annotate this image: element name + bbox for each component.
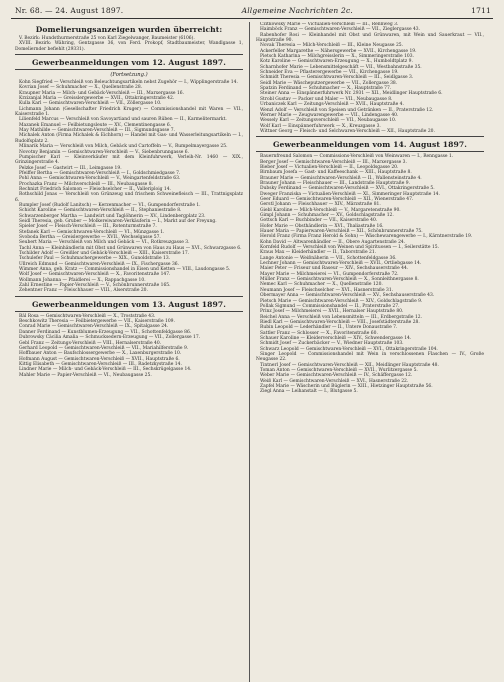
- list-entry: XVIII. Bezirk: Währing, Gentzgasse 36, von Ferd. Prokopf, Stadtbaumeister, Wandlgasse 1, Domeliernder befiehlt (29331).: [15, 41, 243, 52]
- aug13-list: [15, 314, 243, 378]
- list-entry: Seidl Theresia, geb. Gruber — Molkereiwaren-Verkäuferin — I., Markt auf der Freyung.: [19, 218, 217, 224]
- demolition-list: [15, 36, 243, 52]
- list-entry: Brauner Johann — Fleischhauer — III., Landstraße Hauptstraße 9.: [260, 180, 411, 186]
- list-entry: Schneider Eva — Pflasterergewerbe — VII., Kirchengasse 19.: [260, 70, 399, 76]
- list-entry: Kraupner Maria — Milch- und Gebäck-Verschleiß — III., Marxergasse 16.: [19, 90, 184, 96]
- list-entry: Schicht Karoline — Gemischtwaren-Verschleiß — II., Stephaniestraße 8.: [19, 208, 182, 214]
- list-entry: Gerstl Johann — Fleischhauer — XIV., Märzstraße 81.: [260, 202, 381, 208]
- list-entry: Schmidt Josef — Zuckerbäcker — V., Wiedner Hauptstraße 103.: [260, 341, 404, 347]
- list-entry: Gimpl Johann — Schuhmacher — XV., Goldschlagstraße 12.: [260, 213, 394, 218]
- header-title: Allgemeine Nachrichten 2c.: [241, 6, 353, 15]
- list-entry: Ackerfeller Margarethe — Nähersgewerbe — XVII., Kirchengasse 19.: [260, 48, 417, 54]
- list-entry: Zahl Ernestine — Papier-Verschleiß — V., Schönbrunnerstraße 165.: [19, 283, 171, 289]
- list-entry: Conrad Marie — Gemischtwaren-Verschleiß — IX., Spitalgasse 24.: [19, 324, 169, 330]
- list-entry: Tschilder Adolf — Greißler und Gebäck-Verschleiß — XIII., Kaiserstraße 17.: [19, 251, 190, 257]
- list-entry: Hofmann August — Gemischtwaren-Verschleiß — XVII., Hauptstraße 6.: [19, 356, 180, 362]
- list-entry: Neumann Josef — Fleischselcher — XVI., Hasnerstraße 31.: [260, 287, 394, 293]
- page-header: [11, 6, 493, 19]
- list-entry: Tachl Anna — Kleinhändlerin mit Obst und Grünwaren von Haus zu Haus — XVI., Schwarzgasse 6.: [19, 245, 242, 251]
- list-entry: Mahler Marie — Papier-Verschleiß — VI., Neubaugasse 25.: [19, 372, 152, 378]
- list-entry: Pelzke Josef — Gastwirt — III., Leimgasse 19.: [19, 165, 122, 171]
- list-entry: May Mathilde — Gemischtwaren-Verschleiß — III., Sigmundsgasse 7.: [19, 128, 175, 134]
- list-entry: Dweger Franziska — Victualien-Verschleiß — XI., Simmeringer Hauptstraße 14.: [260, 191, 440, 197]
- list-entry: Rubin Leopold — Lederhändler — II., Untere Donaustraße 7.: [260, 325, 398, 331]
- list-entry: Kulla Karl — Gemischtwaren-Verschleiß — VII., Zöllergasse 10.: [19, 101, 162, 107]
- list-entry: Gebl Franz — Zeitungs-Verschleiß — VIII., Hernalserstraße 40.: [19, 340, 162, 346]
- list-entry: Spatzin Ferdinand — Schuhmacher — X., Hauptstraße 77.: [260, 86, 392, 92]
- list-entry: Pietsch Marie — Gemischtwaren-Verschleiß — XIV., Goldschlagstraße 9.: [260, 298, 423, 304]
- list-entry: Rumpler Josef (Rudolf Lanitsch) — Kerzenmacher — VI., Gumpendorferstraße 1.: [19, 202, 201, 208]
- list-entry: Kovrian Josef — Schuhmacher — X., Quellenstraße 28.: [19, 85, 143, 91]
- list-entry: Danner Ferdinand — Kunstblumen-Erzeugung — VII., Schottenfeldgasse 86.: [19, 329, 192, 335]
- list-entry: Prinz Josef — Milchmeierei — XVII., Hernalser Hauptstraße 80.: [260, 309, 404, 315]
- list-entry: Mlinarik Maria — Verschleiß von Milch, Gebäck und Cartoffeln — V., Rumpelmayergasse 25.: [19, 144, 228, 150]
- section-divider: [15, 311, 243, 312]
- list-entry: Haimböck Franz — Gemischtwaren-Verschleiß — VII., Zieglergasse 43.: [260, 27, 421, 33]
- left-column: [11, 22, 247, 682]
- list-entry: Pollak Sigmund — Commissionshandel — II., Praterstraße 27.: [260, 303, 400, 309]
- list-entry: Zehentner Franz — Fleischhauer — VIII., Alserstraße 20.: [19, 288, 148, 294]
- list-entry: Pietsch Katharina — Milchgreisslerin — X., Simmeringerstraße 103.: [260, 54, 414, 60]
- list-entry: Brauner Marie — Gemischtwaren-Verschleiß — II., Wallensteinstraße 4.: [260, 175, 422, 181]
- list-entry: Toman Anton — Gemischtwaren-Verschleiß — XVII., Wurlitzergasse 5.: [260, 367, 418, 373]
- section-title-aug12: Gewerbeanmeldungen vom 12. August 1897.: [31, 58, 227, 68]
- list-entry: Maier Peter — Friseur und Raseur — XIV., Sechshauserstraße 44.: [260, 266, 409, 272]
- list-entry: Novotny Benjamin — Gemischtwaren-Verschleiß — V., Siebenbrunngasse 6.: [19, 149, 189, 155]
- section-divider: [15, 54, 243, 55]
- list-entry: Herold Franz (Firma Franz Herold & Sohn) — Wäschewarengewerbe — I., Kärntnerstraße 19.: [260, 234, 473, 240]
- column-divider: [249, 22, 250, 682]
- list-entry: Steiner Anna — Einspännerfuhrwerk Nr. 2931 — XII., Meidlinger Hauptstraße 6.: [260, 91, 443, 97]
- list-entry: Wolf Josef — Gemischtwaren-Verschleiß — X., Favoritenstraße 147.: [19, 272, 171, 278]
- list-entry: Kotz Karoline — Gemischtwaren-Erzeugung — X., Humboldtplatz 9.: [260, 59, 413, 65]
- section-divider: [256, 136, 484, 137]
- list-entry: Novak Theresia — Milch-Verschleiß — III., Kleine Neugasse 25.: [260, 43, 404, 49]
- section-title-aug13: Gewerbeanmeldungen vom 13. August 1897.: [31, 299, 227, 309]
- list-entry: Wittner Georg — Fleisch- und Selchwaren-Verschleiß — XII., Hauptstraße 20.: [260, 128, 435, 134]
- list-entry: Ziegl Anna — Leihanstalt — I., Blutgasse 5.: [260, 389, 358, 395]
- list-entry: Zapfel Marie — Wäscherin und Büglerin — XIII., Hietzinger Hauptstraße 56.: [260, 384, 433, 389]
- list-entry: Rabenhofer Rosi — Kleinhandel mit Obst und Grünwaren, mit Wein und Sauerkraut — VII., Hauptstraße 90.: [256, 32, 484, 44]
- section-divider: [15, 69, 243, 70]
- list-entry: Michalek Anton (Firma Michalek & Eichhorn) — Handel mit Gas- und Wasserleitungsartikeln — I., Rudolfsplatz 2.: [15, 133, 243, 144]
- list-entry: Scharnhofer Marie — Lebensmittelgeschäft — VII., Westbahnstraße 35.: [260, 64, 422, 70]
- list-entry: Lichmann Johann (Gesellschafter Friedrich Kruger) — Commissionshandel mit Waren — VII., Kaiserstraße 1.: [15, 106, 243, 118]
- list-entry: Obermayer Anna — Gemischtwaren-Verschleiß — XV., Sechshauserstraße 43.: [260, 293, 435, 299]
- list-entry: Müller Franz — Gemischtwaren-Verschleiß — X., Sonnleithnergasse 8.: [260, 277, 419, 283]
- list-entry: Strobl Gustav — Packer und Maler — VII., Neubaugasse 8.: [260, 96, 393, 102]
- list-entry: Prochazka Franz — Milchverschleiß — III., Neubaugasse 8.: [19, 181, 153, 187]
- right-column: [252, 22, 488, 682]
- list-entry: V. Bezirk: Hundsthurmerstraße 25 von Karl Ziegelwanger, Baumeister (6106).: [19, 36, 195, 41]
- aug13-continued-list: [256, 22, 484, 134]
- list-entry: Geer Eduard — Gemischtwaren-Verschleiß — XII., Wienerstraße 47.: [260, 196, 414, 202]
- list-entry: Bieber Josef — Victualien-Verschleiß — II., Leopoldsgasse 20.: [260, 164, 399, 170]
- aug12-list: [15, 80, 243, 294]
- list-entry: Wollmann Johanna — Pfaidlerei — X., Rappachgasse 10.: [19, 277, 146, 283]
- list-entry: Gerhard Leopold — Gemischtwaren-Verschleiß — VII., Mariahilferstraße 9.: [19, 345, 189, 351]
- list-entry: Birnbaum Josefa — Gast- und Kaffeeschank — XIII., Hauptstraße 8.: [260, 170, 412, 176]
- page-number: 1711: [471, 6, 491, 15]
- list-entry: Lilienfeld Marcus — Verschleiß von Savoyartiand und sauren Rüben — II., Karmelitermarkt.: [19, 117, 227, 123]
- issue-number: Nr. 68. — 24. August 1897.: [15, 6, 124, 15]
- list-entry: Berger Josef — Gemischtwaren-Verschleiß — III., Marxergasse 3.: [260, 159, 407, 165]
- list-entry: Singer Leopold — Commissionshandel mit Wein in verschlossenen Flaschen — IV., Große Neugasse 22.: [256, 351, 484, 363]
- list-entry: Schwarzenberger Martha — Landwirt und Taglöhnerin — XV., Lindenbergplatz 23.: [19, 213, 206, 219]
- list-entry: Spieler Josef — Fleisch-Verschleiß — III., Rotenturmstraße 7.: [19, 224, 157, 230]
- list-entry: Beschkowitz Theresia — Feilbietergewerbe — VII., Kaiserstraße 109.: [19, 319, 175, 325]
- section-divider: [256, 151, 484, 152]
- list-entry: Bauernfreund Salomon — Commissions-Verschleiß von Weinwaren — I., Renngasse 1.: [260, 154, 454, 160]
- list-entry: Weber Marie — Gemischtwaren-Verschleiß — IV., Schäffergasse 12.: [260, 373, 413, 379]
- list-entry: Gottsch Karl — Buchbinder — VII., Kaiserstraße 40.: [260, 218, 378, 224]
- list-entry: Rothschild Jonas — Verschleiß von Grünzeug und frischem Schweinefleisch — III., Trattnigsplatz 6.: [15, 192, 243, 203]
- list-entry: Mayer Marie — Milchmeierei — VI., Gumpendorferstraße 72.: [260, 271, 399, 277]
- list-entry: Hauer Maria — Papierwaren-Verschleiß — XII., Schönbrunnerstraße 75.: [260, 229, 423, 235]
- list-entry: Kraus Max — Kleiderhändler — II., Taborstraße 21.: [260, 250, 377, 256]
- list-entry: Lange Antonie — Weißnäherin — VII., Schottenfeldgasse 36.: [260, 255, 397, 261]
- list-entry: Dubrowsky Cäcilia Amalia — Schmucksedern-Erzeugung — VII., Zollergasse 17.: [19, 335, 201, 341]
- list-entry: Rechnizt Friedrich Salomon — Fleischselcher — II., Valleriploig 14.: [19, 186, 171, 192]
- list-entry: Tintnerl Josef — Gemischtwaren-Verschleiß — XII., Meidlinger Hauptstraße 48.: [260, 362, 439, 368]
- list-entry: Pohl Anna — Gemischtwaren-Verschleiß — V., Weingartenfeldstraße 63.: [19, 176, 181, 182]
- list-entry: Werner Marie — Zeugwarengewerbe — VII., Lindengasse 40.: [260, 112, 399, 118]
- list-entry: Hofer Marie — Obsthändlerin — XVI., Thaliastraße 16.: [260, 223, 384, 229]
- list-entry: Wimmer Anna, geb. Kratz — Commissionshandel in Eisen und Ketten — VIII., Laudongasse 5.: [19, 267, 231, 273]
- list-entry: Wessely Karl — Zeitungsverschleiß — VII., Neubaugasse 10.: [260, 118, 397, 124]
- list-entry: Schmidt Theresia — Gemischtwaren-Verschleiß — III., Seidlgasse 3.: [260, 75, 414, 81]
- list-entry: Seubert Maria — Verschleiß von Milch und Gebäck — VI., Rotkreuzgasse 3.: [19, 240, 190, 246]
- section-title-demolition: Domelierungsanzeigen wurden überreicht:: [35, 25, 223, 34]
- list-entry: Schwarz Leopold — Gemischtwaren-Verschleiß — XVI., Ottakringerstraße 104.: [260, 346, 438, 352]
- list-entry: Lindner Marie — Milch- und Gebäck-Verschleiß — III., Sechskrügelgasse 14.: [19, 367, 192, 373]
- list-entry: Dubsky Ferdinand — Gemischtwaren-Verschleiß — XVI., Ottakringerstraße 5.: [260, 186, 435, 192]
- list-entry: Giebl Karoline — Milch-Verschleiß — V., Margaretenstraße 90.: [260, 207, 401, 213]
- list-entry: Svoboda Bertha — Greislergewerbe — XVII., Wechselgasse 57.: [19, 235, 161, 240]
- aug14-list: [256, 154, 484, 394]
- list-entry: Seidl Marie — Wäscheputzergewerbe — VII., Zollergasse 38.: [260, 80, 398, 86]
- list-entry: Ullreich Edmund — Gemischtwaren-Verschleiß — IX., Fischergasse 36.: [19, 261, 180, 267]
- list-entry: Hoffbauer Anton — Baufschlossergewerbe — X., Laxenburgerstraße 10.: [19, 351, 182, 357]
- list-entry: Kornfeld Rudolf — Verschleiß von Weinen und Spirituosen — I., Seilerstätte 15.: [260, 245, 440, 251]
- list-entry: Wenzl Adolf — Verschleiß von Speisen und Getränken — II., Praterstraße 12.: [260, 107, 434, 113]
- continuation-note: (Fortsetzung.): [110, 72, 148, 79]
- list-entry: Kittig Elisabeth — Gemischtwaren-Verschleiß — III., Radetzkystraße 14.: [19, 361, 182, 367]
- list-entry: Nemec Karl — Schuhmacher — X., Quellenstraße 120.: [260, 282, 383, 288]
- list-entry: Pumpischer Karl — Kleinverkäufer mit dem Kleinfuhrwerk, Verleih-Nr. 1460 — XIX., Grinzingerstraße 4.: [15, 154, 243, 166]
- list-entry: Czitkowsky Marie — Victualien-Verschleiß — III., Rennweg 3.: [260, 22, 399, 27]
- list-entry: Mazanek Emanuel — Feilbietungsleute — XV., Clementinengasse 6.: [19, 122, 172, 128]
- list-entry: Urbaniczek Karl — Zeitungs-Verschleiß — XVII., Hauptstraße 4.: [260, 102, 404, 108]
- list-entry: Lechner Johann — Gemischtwaren-Verschleiß — XVII., Ortliebgasse 14.: [260, 261, 422, 267]
- list-entry: Weiß Karl — Gemischtwaren-Verschleiß — XVI., Hasnerstraße 22.: [260, 378, 409, 384]
- list-entry: Kohn David — Altwarenhändler — II., Obere Augartenstraße 24.: [260, 239, 406, 245]
- list-entry: Pfeiffer Bertha — Gemischtwaren-Verschleiß — I., Goldschmiedgasse 7.: [19, 170, 181, 176]
- list-entry: Kohn Siegfried — Verschleiß von Beleuchtungsartikeln nebst Zugehör — I., Wipplingerstraße 14.: [19, 80, 238, 86]
- columns: [11, 22, 493, 682]
- list-entry: Tschulefer Paul — Schuhmachergewerbe — XIX., Gunoldstraße 13.: [19, 256, 171, 262]
- section-title-aug14: Gewerbeanmeldungen vom 14. August 1897.: [272, 140, 468, 150]
- list-entry: Bäl Rosa — Gemischtwaren-Verschleiß — X., Troststraße 43.: [19, 313, 156, 319]
- list-entry: Sattler Franz — Schlosser — X., Favoritenstraße 60.: [260, 330, 378, 336]
- list-entry: Stefanek Karl — Gemischtwaren-Verschleiß — VI., Münzgasse 1.: [19, 229, 165, 235]
- list-entry: Wolf Karl — Einspännerfuhrwerk — X., Kreuzgasse 3.: [260, 123, 381, 129]
- list-entry: Reichel Anna — Verschleiß von Lebensmitteln — III., Erdbergstraße 12.: [260, 314, 422, 320]
- list-entry: Riedl Karl — Gemischtwaren-Verschleiß — VIII., Josefstädterstraße 28.: [260, 319, 420, 325]
- section-divider: [15, 296, 243, 297]
- list-entry: Krzizanjal Maria — Greisslergewerbe — XVII., Ottakringerstraße 42.: [19, 96, 175, 102]
- list-entry: Schauer Karoline — Kleiderverschleiß — XIV., Schwendergasse 14.: [260, 335, 412, 341]
